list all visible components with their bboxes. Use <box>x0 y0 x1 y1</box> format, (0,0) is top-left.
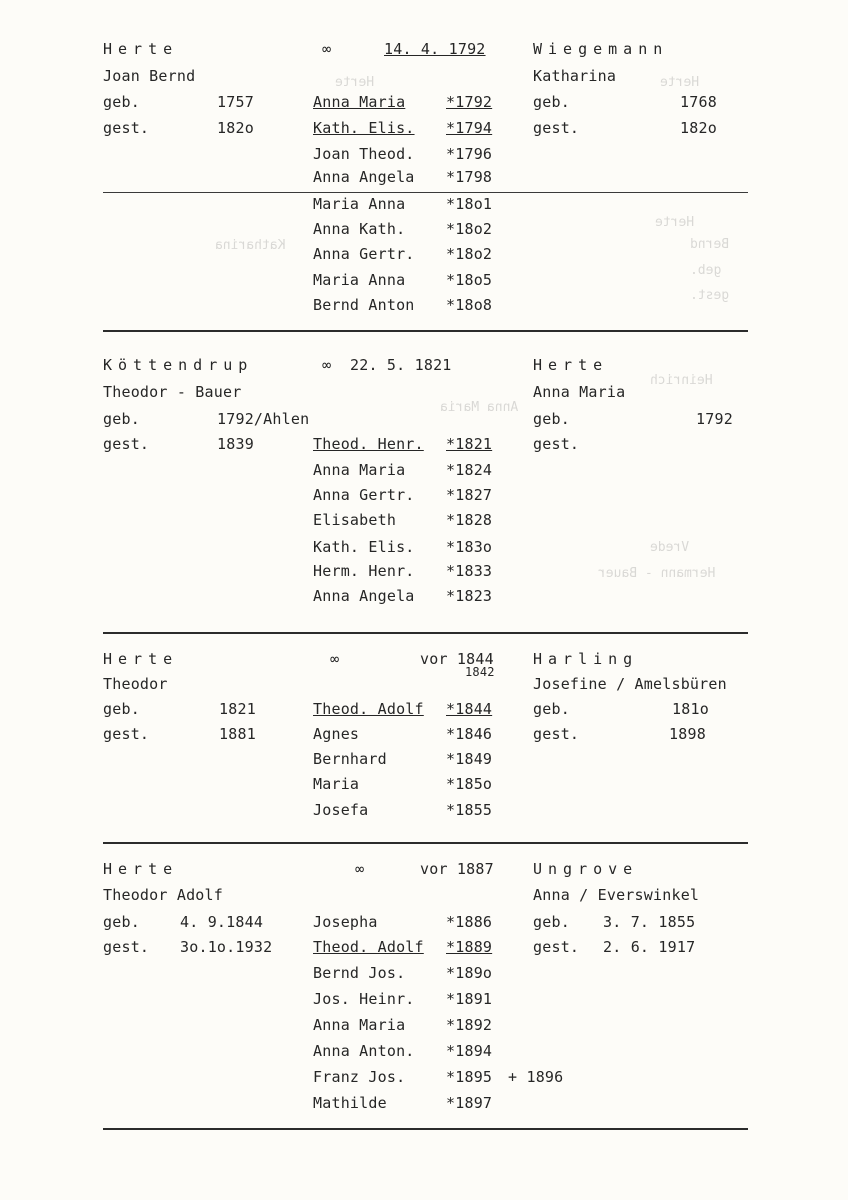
husband-born: 1757 <box>217 93 254 111</box>
child-name: Theod. Henr. <box>313 435 424 453</box>
child-born: *1849 <box>446 750 493 768</box>
wife-born-label: geb. <box>533 93 570 111</box>
bleed-through: Heinrich <box>650 373 713 388</box>
wife-given-name: Katharina <box>533 67 617 85</box>
husband-born-label: geb. <box>103 410 140 428</box>
husband-given-name: Joan Bernd <box>103 67 196 85</box>
husband-surname: Köttendrup <box>103 356 254 374</box>
child-born: *1792 <box>446 93 493 111</box>
bleed-through: Herte <box>655 215 695 230</box>
bleed-through: Vrede <box>650 540 690 555</box>
husband-surname: Herte <box>103 40 179 58</box>
husband-died-label: gest. <box>103 938 150 956</box>
child-born: *1823 <box>446 587 493 605</box>
wife-born: 181o <box>672 700 709 718</box>
husband-died-label: gest. <box>103 119 150 137</box>
wife-born: 3. 7. 1855 <box>603 913 696 931</box>
wife-given-name: Anna / Everswinkel <box>533 886 700 904</box>
marriage-symbol: ∞ <box>330 650 340 668</box>
child-name: Herm. Henr. <box>313 562 415 580</box>
child-name: Anna Angela <box>313 168 415 186</box>
divider <box>103 632 748 634</box>
child-born: *1833 <box>446 562 493 580</box>
child-name: Mathilde <box>313 1094 387 1112</box>
marriage-date: vor 1844 <box>420 650 494 668</box>
marriage-symbol: ∞ <box>355 860 365 878</box>
divider <box>103 1128 748 1130</box>
child-name: Maria Anna <box>313 271 406 289</box>
wife-given-name: Josefine / Amelsbüren <box>533 675 727 693</box>
marriage-symbol: ∞ <box>322 356 332 374</box>
marriage-symbol: ∞ <box>322 40 332 58</box>
child-name: Theod. Adolf <box>313 938 424 956</box>
wife-died-label: gest. <box>533 435 580 453</box>
child-name: Bernd Anton <box>313 296 415 314</box>
husband-surname: Herte <box>103 860 179 878</box>
child-born: *1824 <box>446 461 493 479</box>
child-name: Joan Theod. <box>313 145 415 163</box>
child-name: Bernd Jos. <box>313 964 406 982</box>
child-born: *18o2 <box>446 220 493 238</box>
marriage-date: vor 1887 <box>420 860 494 878</box>
husband-given-name: Theodor Adolf <box>103 886 223 904</box>
child-name: Anna Gertr. <box>313 486 415 504</box>
husband-born-label: geb. <box>103 93 140 111</box>
husband-born-label: geb. <box>103 700 140 718</box>
child-born: *1886 <box>446 913 493 931</box>
child-died: + 1896 <box>508 1068 564 1086</box>
child-born: *1889 <box>446 938 493 956</box>
wife-given-name: Anna Maria <box>533 383 626 401</box>
divider <box>103 842 748 844</box>
wife-died: 1898 <box>669 725 706 743</box>
husband-died: 1839 <box>217 435 254 453</box>
bleed-through: geb. <box>690 263 722 278</box>
child-name: Anna Maria <box>313 1016 406 1034</box>
wife-died-label: gest. <box>533 119 580 137</box>
marriage-date-note: 1842 <box>465 665 495 679</box>
child-born: *185o <box>446 775 493 793</box>
child-born: *1827 <box>446 486 493 504</box>
child-name: Anna Maria <box>313 461 406 479</box>
wife-surname: Harling <box>533 650 639 668</box>
child-name: Bernhard <box>313 750 387 768</box>
child-name: Maria Anna <box>313 195 406 213</box>
wife-born-label: geb. <box>533 410 570 428</box>
child-born: *1895 <box>446 1068 493 1086</box>
child-name: Kath. Elis. <box>313 119 415 137</box>
child-born: *1846 <box>446 725 493 743</box>
child-born: *1891 <box>446 990 493 1008</box>
child-name: Josepha <box>313 913 378 931</box>
wife-died-label: gest. <box>533 938 580 956</box>
child-born: *1794 <box>446 119 493 137</box>
wife-surname: Herte <box>533 356 609 374</box>
wife-surname: Ungrove <box>533 860 639 878</box>
child-name: Anna Angela <box>313 587 415 605</box>
child-born: *1897 <box>446 1094 493 1112</box>
child-name: Anna Gertr. <box>313 245 415 263</box>
child-name: Theod. Adolf <box>313 700 424 718</box>
wife-born: 1792 <box>696 410 733 428</box>
child-born: *18o8 <box>446 296 493 314</box>
bleed-through: Herte <box>660 75 700 90</box>
husband-died-label: gest. <box>103 725 150 743</box>
child-name: Anna Anton. <box>313 1042 415 1060</box>
bleed-through: Anna Maria <box>440 400 519 415</box>
bleed-through: gest. <box>690 288 730 303</box>
husband-given-name: Theodor - Bauer <box>103 383 242 401</box>
husband-died: 3o.1o.1932 <box>180 938 273 956</box>
child-born: *1855 <box>446 801 493 819</box>
husband-given-name: Theodor <box>103 675 168 693</box>
child-born: *1844 <box>446 700 493 718</box>
wife-born: 1768 <box>680 93 717 111</box>
husband-born: 1792/Ahlen <box>217 410 310 428</box>
marriage-date: 14. 4. 1792 <box>384 40 486 58</box>
child-name: Franz Jos. <box>313 1068 406 1086</box>
child-born: *18o1 <box>446 195 493 213</box>
husband-born: 1821 <box>219 700 256 718</box>
child-born: *1798 <box>446 168 493 186</box>
husband-died-label: gest. <box>103 435 150 453</box>
divider <box>103 330 748 332</box>
child-name: Josefa <box>313 801 369 819</box>
child-name: Anna Kath. <box>313 220 406 238</box>
child-born: *183o <box>446 538 493 556</box>
child-born: *189o <box>446 964 493 982</box>
bleed-through: Herte <box>335 75 375 90</box>
wife-born-label: geb. <box>533 913 570 931</box>
bleed-through: Bernd <box>690 237 730 252</box>
husband-surname: Herte <box>103 650 179 668</box>
child-born: *1894 <box>446 1042 493 1060</box>
child-name: Agnes <box>313 725 360 743</box>
child-name: Kath. Elis. <box>313 538 415 556</box>
child-name: Jos. Heinr. <box>313 990 415 1008</box>
husband-died: 1881 <box>219 725 256 743</box>
husband-died: 182o <box>217 119 254 137</box>
child-name: Anna Maria <box>313 93 406 111</box>
child-born: *18o5 <box>446 271 493 289</box>
child-born: *1821 <box>446 435 493 453</box>
wife-died: 2. 6. 1917 <box>603 938 696 956</box>
husband-born: 4. 9.1844 <box>180 913 264 931</box>
child-born: *18o2 <box>446 245 493 263</box>
wife-died: 182o <box>680 119 717 137</box>
marriage-date: 22. 5. 1821 <box>350 356 452 374</box>
child-name: Maria <box>313 775 360 793</box>
child-born: *1892 <box>446 1016 493 1034</box>
child-born: *1828 <box>446 511 493 529</box>
wife-born-label: geb. <box>533 700 570 718</box>
child-name: Elisabeth <box>313 511 397 529</box>
bleed-through: Hermann - Bauer <box>598 566 716 581</box>
child-born: *1796 <box>446 145 493 163</box>
wife-died-label: gest. <box>533 725 580 743</box>
husband-born-label: geb. <box>103 913 140 931</box>
wife-surname: Wiegemann <box>533 40 669 58</box>
divider <box>103 192 748 193</box>
bleed-through: Katharina <box>215 238 286 253</box>
